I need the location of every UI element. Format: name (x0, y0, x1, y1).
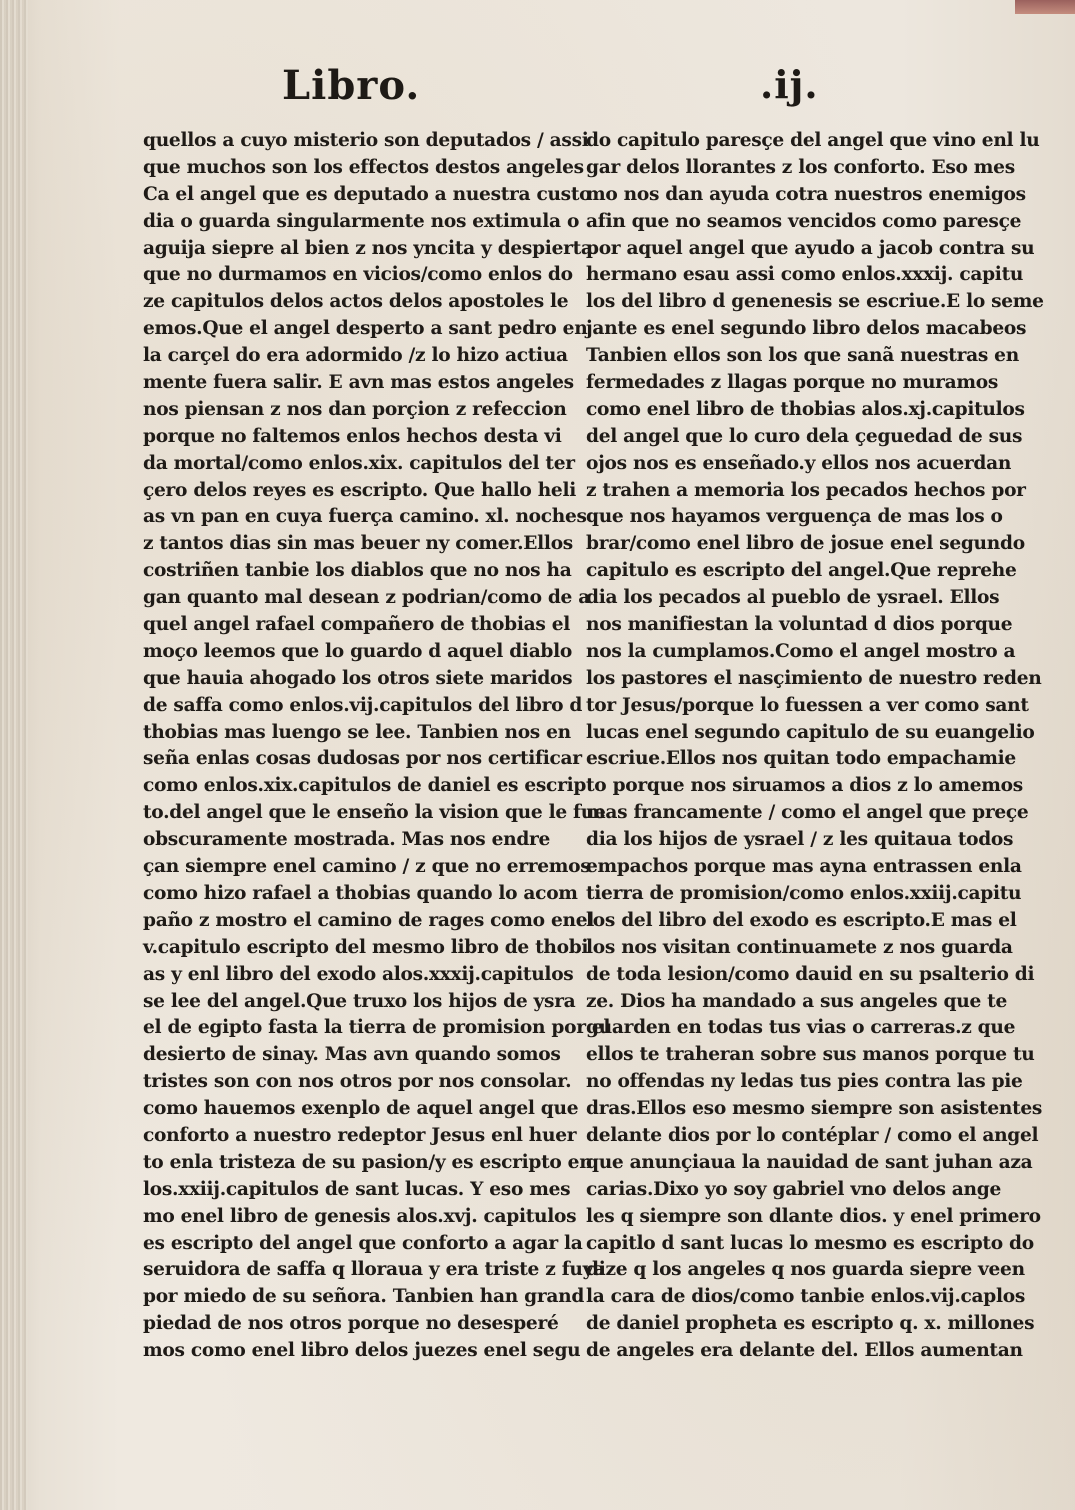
text-line: brar/como enel libro de josue enel segundo (586, 533, 1025, 555)
text-line: es escripto del angel que conforto a agar la (143, 1232, 583, 1254)
running-head-title: Libro. (282, 62, 421, 109)
text-line: costriñen tanbie los diablos que no nos ha (143, 560, 572, 582)
text-line: seña enlas cosas dudosas por nos certificar (143, 748, 582, 770)
text-line: Ca el angel que es deputado a nuestra custo (143, 183, 592, 205)
text-line: nos manifiestan la voluntad d dios porque (586, 614, 1013, 636)
text-line: to enla tristeza de su pasion/y es escripto en (143, 1151, 593, 1173)
text-line: ze. Dios ha mandado a sus angeles que te (586, 990, 1007, 1012)
text-line: to.del angel que le enseño la vision que le fue (143, 802, 606, 824)
text-line: mos como enel libro delos juezes enel segu (143, 1340, 581, 1362)
text-line: de toda lesion/como dauid en su psalterio di (586, 963, 1035, 985)
text-line: ze capitulos delos actos delos apostoles le (143, 291, 569, 313)
text-line: quellos a cuyo misterio son deputados / assi (143, 130, 589, 151)
text-line: hermano esau assi como enlos.xxxij. capitu (586, 264, 1024, 286)
text-line: como hizo rafael a thobias quando lo acom (143, 882, 578, 904)
text-line: do capitulo paresçe del angel que vino enl lu (586, 130, 1040, 151)
text-line: ojos nos es enseñado.y ellos nos acuerdan (586, 452, 1012, 474)
text-line: la carçel do era adormido /z lo hizo actiua (143, 345, 568, 367)
text-line: los del libro del exodo es escripto.E mas el (586, 909, 1017, 931)
text-line: thobias mas luengo se lee. Tanbien nos en (143, 721, 571, 743)
text-line: los del libro d genenesis se escriue.E lo seme (586, 291, 1044, 313)
text-line: z tantos dias sin mas beuer ny comer.Ellos (143, 533, 573, 555)
text-line: se lee del angel.Que truxo los hijos de ysra (143, 990, 576, 1012)
text-line: los pastores el nasçimiento de nuestro reden (586, 667, 1042, 689)
text-line: dia los pecados al pueblo de ysrael. Ellos (586, 587, 1000, 609)
text-line: dize q los angeles q nos guarda siepre veen (586, 1259, 1025, 1281)
folio-number: .ij. (760, 62, 819, 107)
text-line: el de egipto fasta la tierra de promision por el (143, 1017, 611, 1039)
text-line: no offendas ny ledas tus pies contra las pie (586, 1071, 1023, 1093)
text-line: çan siempre enel camino / z que no erremos (143, 856, 591, 878)
text-line: por miedo de su señora. Tanbien han grand (143, 1286, 585, 1308)
text-line: los nos visitan continuamete z nos guarda (586, 936, 1013, 958)
page-edge-decoration (0, 0, 28, 1510)
text-line: afin que no seamos vencidos como paresçe (586, 210, 1022, 232)
text-line: obscuramente mostrada. Mas nos endre (143, 829, 551, 851)
text-line: ellos te traheran sobre sus manos porque tu (586, 1044, 1035, 1066)
text-line: to porque nos siruamos a dios z lo amemos (586, 775, 1023, 797)
text-line: la cara de dios/como tanbie enlos.vij.caplos (586, 1286, 1026, 1308)
text-line: como enel libro de thobias alos.xj.capitulos (586, 398, 1025, 420)
text-column-right (586, 128, 1044, 1365)
text-line: que muchos son los effectos destos angeles (143, 156, 584, 178)
text-line: de saffa como enlos.vij.capitulos del libro d (143, 694, 583, 716)
text-line: mo nos dan ayuda cotra nuestros enemigos (586, 183, 1026, 205)
text-line: capitulo es escripto del angel.Que reprehe (586, 560, 1017, 582)
text-line: capitlo d sant lucas lo mesmo es escripto do (586, 1232, 1034, 1254)
text-line: que nos hayamos verguença de mas los o (586, 506, 1003, 528)
text-line: dia los hijos de ysrael / z les quitaua todos (586, 829, 1014, 851)
text-line: nos piensan z nos dan porçion z refeccion (143, 398, 567, 420)
text-line: gan quanto mal desean z podrian/como de a (143, 587, 590, 609)
text-line: jante es enel segundo libro delos macabeos (586, 318, 1027, 340)
text-line: desierto de sinay. Mas avn quando somos (143, 1044, 561, 1066)
text-line: fermedades z llagas porque no muramos (586, 372, 999, 394)
text-line: çero delos reyes es escripto. Que hallo heli (143, 479, 576, 501)
text-line: tierra de promision/como enlos.xxiij.capitu (586, 882, 1022, 904)
text-line: de daniel propheta es escripto q. x. millones (586, 1313, 1035, 1335)
text-line: paño z mostro el camino de rages como enel (143, 909, 594, 931)
text-line: que no durmamos en vicios/como enlos do (143, 264, 573, 286)
text-line: porque no faltemos enlos hechos desta vi (143, 425, 562, 447)
text-line: por aquel angel que ayudo a jacob contra su (586, 237, 1035, 259)
text-line: carias.Dixo yo soy gabriel vno delos ange (586, 1178, 1002, 1200)
text-line: tor Jesus/porque lo fuessen a ver como sant (586, 694, 1029, 716)
binding-corner-decoration (1015, 0, 1075, 14)
text-line: quel angel rafael compañero de thobias el (143, 614, 571, 636)
text-line: gar delos llorantes z los conforto. Eso mes (586, 156, 1015, 178)
text-line: as y enl libro del exodo alos.xxxij.capitulos (143, 963, 574, 985)
text-line: seruidora de saffa q lloraua y era triste z fuya (143, 1259, 605, 1281)
text-line: dras.Ellos eso mesmo siempre son asistentes (586, 1098, 1043, 1120)
text-line: z trahen a memoria los pecados hechos por (586, 479, 1026, 501)
text-line: lucas enel segundo capitulo de su euangelio (586, 721, 1035, 743)
text-line: aguija siepre al bien z nos yncita y despierta (143, 237, 593, 259)
text-line: empachos porque mas ayna entrassen enla (586, 856, 1022, 878)
text-line: nos la cumplamos.Como el angel mostro a (586, 640, 1016, 662)
text-line: que anunçiaua la nauidad de sant juhan aza (586, 1151, 1033, 1173)
text-line: de angeles era delante del. Ellos aumentan (586, 1340, 1023, 1362)
text-line: da mortal/como enlos.xix. capitulos del ter (143, 452, 575, 474)
text-line: mas francamente / como el angel que preçe (586, 802, 1029, 824)
text-line: que hauia ahogado los otros siete maridos (143, 667, 573, 689)
text-line: emos.Que el angel desperto a sant pedro en (143, 318, 588, 340)
text-line: v.capitulo escripto del mesmo libro de thobi (143, 936, 589, 958)
text-line: los.xxiij.capitulos de sant lucas. Y eso mes (143, 1178, 571, 1200)
text-line: escriue.Ellos nos quitan todo empachamie (586, 748, 1016, 770)
text-column-left (143, 128, 611, 1365)
text-line: del angel que lo curo dela çeguedad de sus (586, 425, 1023, 447)
text-line: como enlos.xix.capitulos de daniel es escrip (143, 775, 587, 797)
text-line: guarden en todas tus vias o carreras.z que (586, 1017, 1016, 1039)
text-line: les q siempre son dlante dios. y enel primero (586, 1205, 1041, 1227)
text-line: Tanbien ellos son los que sanã nuestras en (586, 345, 1019, 367)
text-line: mente fuera salir. E avn mas estos angeles (143, 372, 574, 394)
text-line: conforto a nuestro redeptor Jesus enl huer (143, 1124, 577, 1146)
text-line: moço leemos que lo guardo d aquel diablo (143, 640, 573, 662)
text-line: as vn pan en cuya fuerça camino. xl. noches (143, 506, 587, 528)
text-line: como hauemos exenplo de aquel angel que (143, 1098, 579, 1120)
text-line: tristes son con nos otros por nos consolar. (143, 1071, 572, 1093)
text-line: piedad de nos otros porque no desesperé (143, 1313, 559, 1335)
text-line: mo enel libro de genesis alos.xvj. capitulos (143, 1205, 577, 1227)
text-line: delante dios por lo contéplar / como el angel (586, 1124, 1039, 1146)
text-line: dia o guarda singularmente nos extimula o (143, 210, 580, 232)
